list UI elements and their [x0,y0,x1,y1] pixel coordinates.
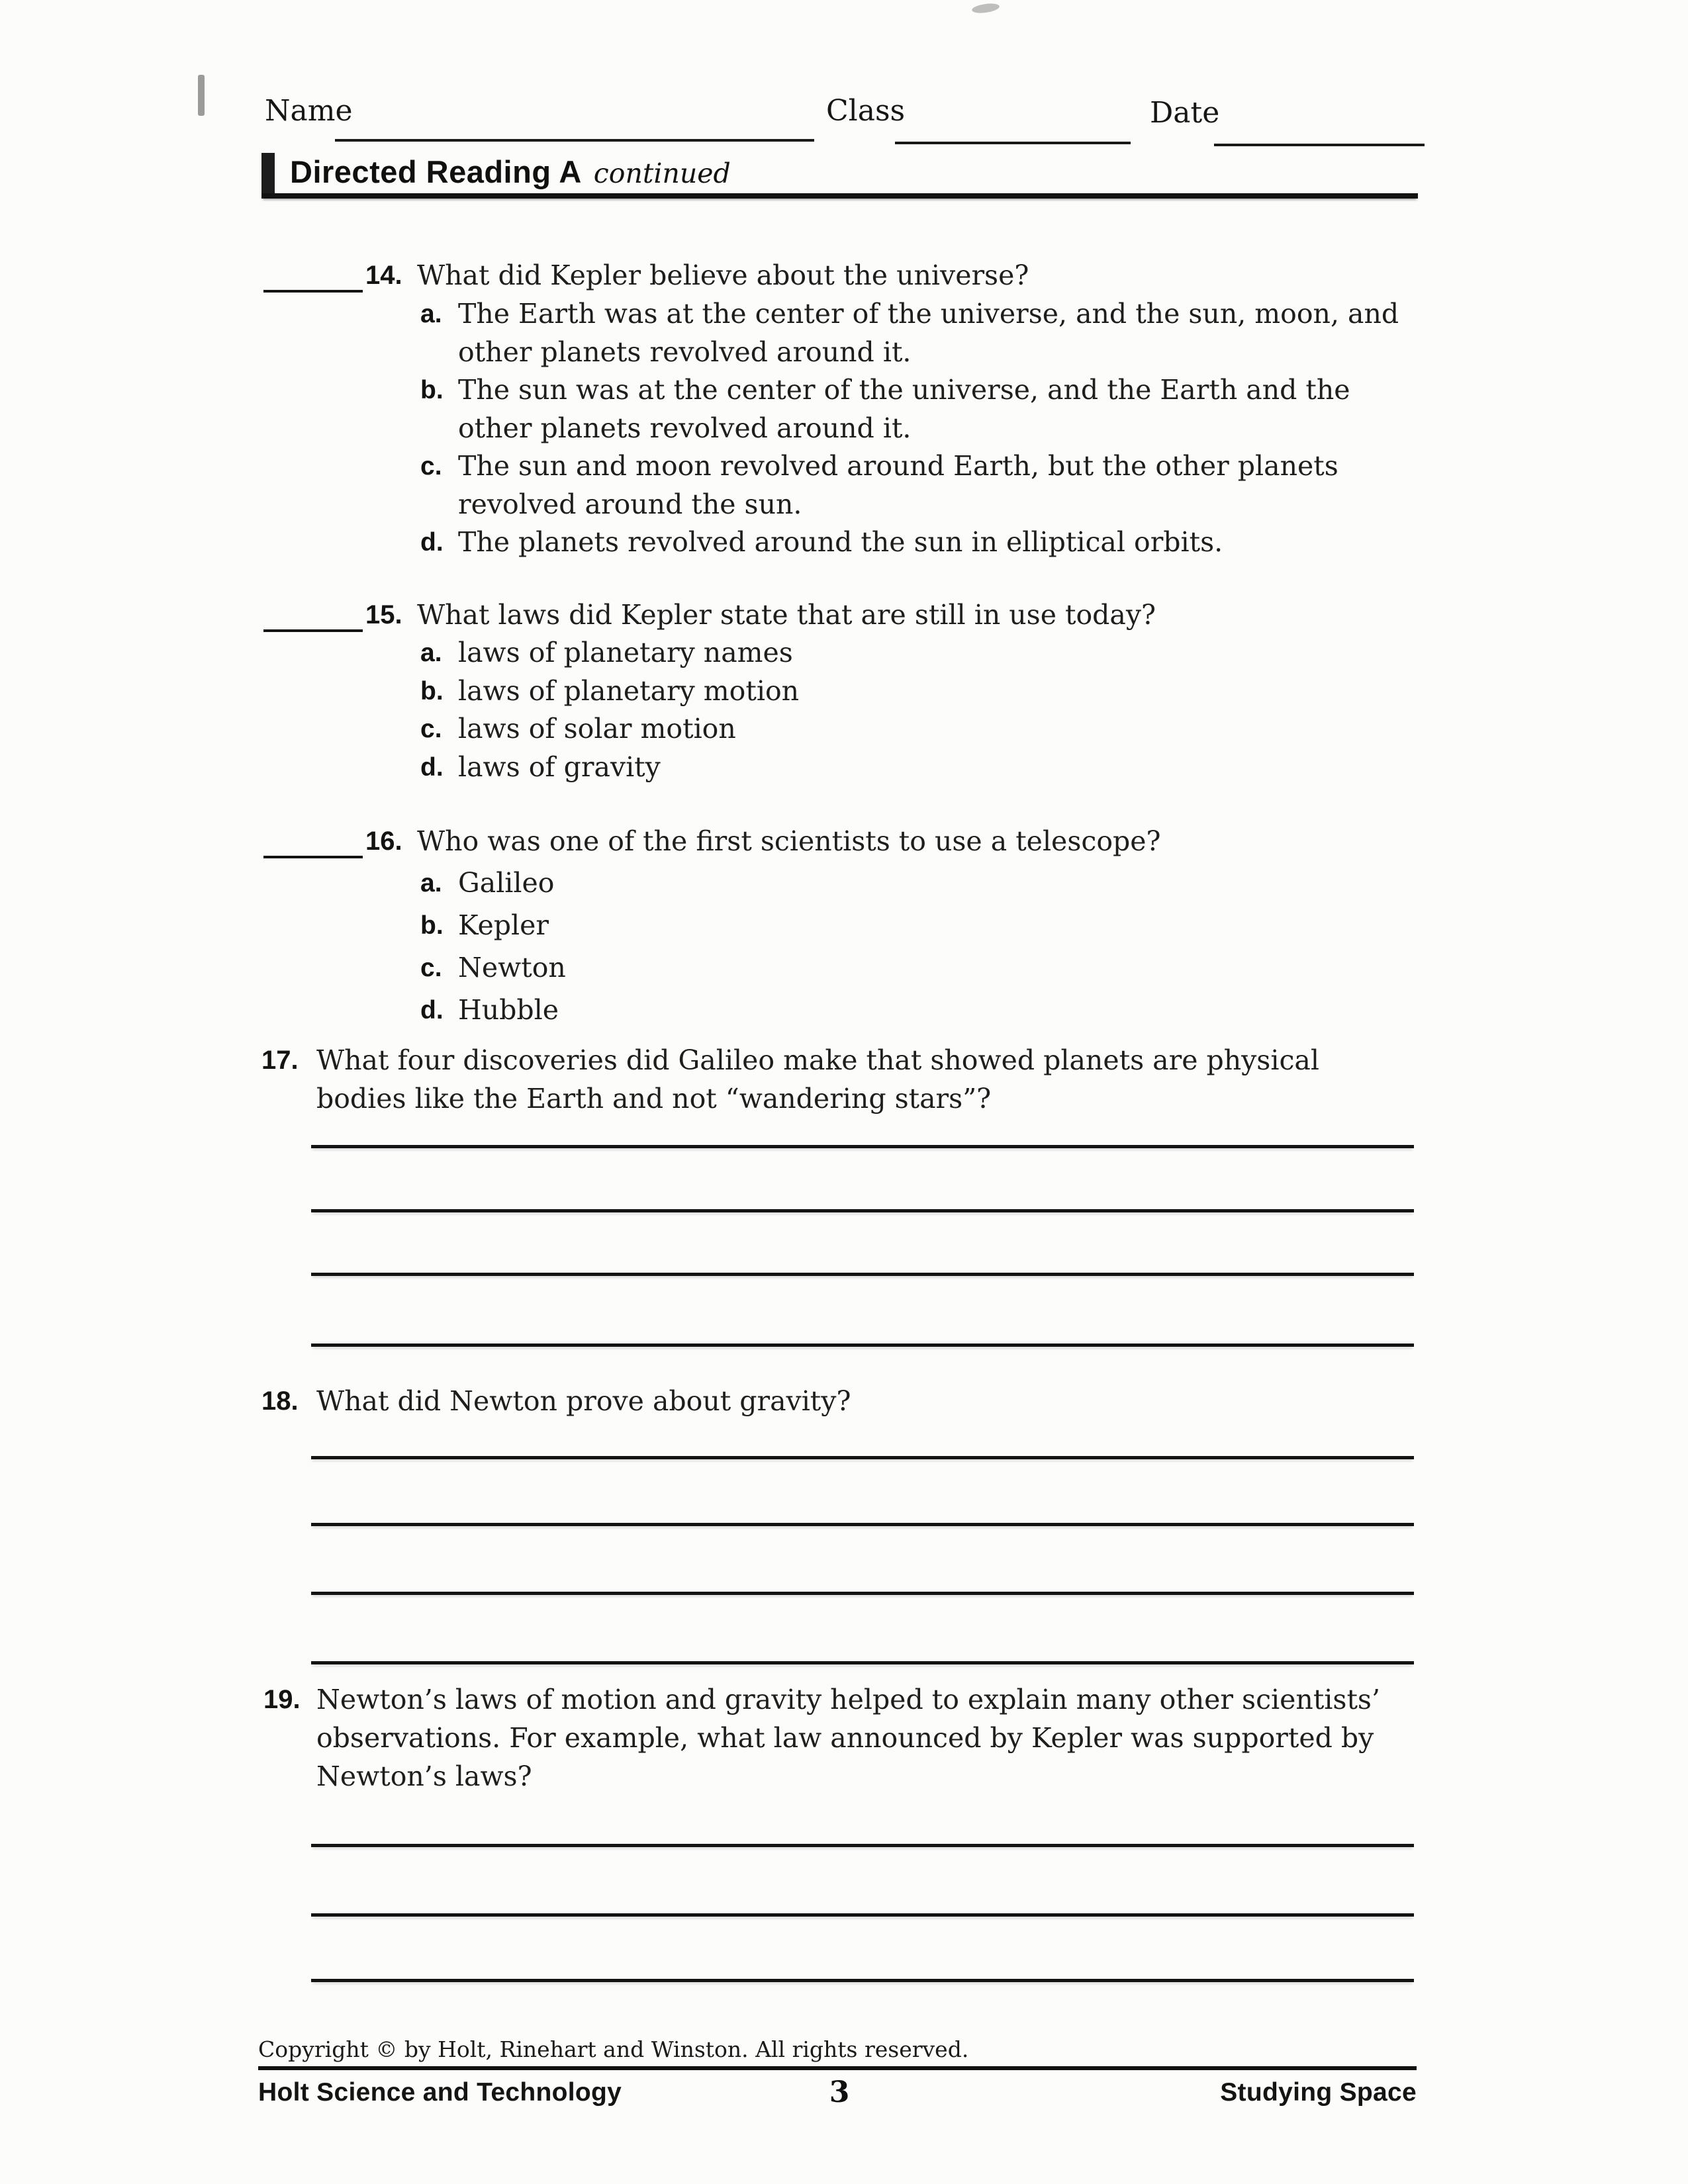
option-letter: b. [420,911,444,940]
option-text-line: Hubble [458,994,559,1026]
answer-blank-line [263,290,363,293]
question-prompt-line: bodies like the Earth and not “wandering stars”? [316,1083,992,1115]
worksheet-title-continued: continued [593,158,731,189]
scan-artifact [198,75,205,116]
class-label: Class [826,94,906,128]
question-number: 14. [365,261,402,290]
option-letter: c. [420,715,442,743]
title-rule [261,193,1418,199]
answer-line [311,1913,1414,1917]
date-underline [1214,144,1425,146]
option-letter: d. [420,528,444,557]
answer-line [311,1592,1414,1595]
answer-blank-line [263,629,363,632]
answer-line [311,1273,1414,1276]
footer-chapter-title: Studying Space [1220,2078,1417,2107]
option-letter: c. [420,452,442,480]
scan-artifact [971,2,1000,15]
option-text-line: The sun was at the center of the universe, and the Earth and the [458,374,1350,406]
question-prompt: What did Kepler believe about the universe? [417,259,1029,291]
option-text-line: Kepler [458,909,549,941]
option-text-line: Newton [458,952,566,983]
option-letter: a. [420,869,442,897]
question-number: 16. [365,827,402,856]
worksheet-title [290,156,731,187]
question-prompt-line: What four discoveries did Galileo make that showed planets are physical [316,1044,1319,1076]
option-text-line: other planets revolved around it. [458,412,912,444]
question-prompt: Who was one of the first scientists to use a telescope? [417,825,1161,857]
option-text-line: The planets revolved around the sun in elliptical orbits. [458,526,1223,558]
answer-line [311,1523,1414,1526]
answer-line [311,1343,1414,1347]
question-prompt-line: What did Newton prove about gravity? [316,1385,851,1417]
footer-book-title: Holt Science and Technology [258,2078,622,2107]
answer-line [311,1979,1414,1982]
class-underline [895,142,1131,144]
question-prompt-line: observations. For example, what law announced by Kepler was supported by [316,1722,1374,1754]
question-number: 15. [365,600,402,629]
option-text-line: The sun and moon revolved around Earth, but the other planets [458,450,1338,482]
option-text-line: laws of planetary motion [458,675,800,707]
worksheet-title-text: Directed Reading A [290,154,582,189]
answer-line [311,1209,1414,1212]
option-text-line: laws of planetary names [458,637,793,668]
name-label: Name [265,94,353,128]
option-letter: b. [420,376,444,404]
footer-rule [258,2066,1417,2070]
question-number: 17. [261,1046,299,1075]
copyright-notice: Copyright © by Holt, Rinehart and Winston. All rights reserved. [258,2036,969,2062]
answer-line [311,1844,1414,1847]
page-number: 3 [829,2075,850,2109]
answer-line [311,1661,1414,1664]
title-accent-bar [261,153,275,198]
option-text-line: The Earth was at the center of the universe, and the sun, moon, and [458,298,1399,330]
answer-line [311,1145,1414,1148]
question-prompt: What laws did Kepler state that are still in use today? [417,599,1156,631]
answer-blank-line [263,856,363,858]
option-letter: a. [420,639,442,667]
question-prompt-line: Newton’s laws? [316,1760,532,1792]
question-prompt-line: Newton’s laws of motion and gravity helped to explain many other scientists’ [316,1684,1381,1715]
option-letter: d. [420,753,444,782]
option-text-line: laws of solar motion [458,713,736,745]
option-text-line: Galileo [458,867,555,899]
question-number: 18. [261,1387,299,1416]
option-text-line: other planets revolved around it. [458,336,912,368]
date-label: Date [1150,96,1220,130]
option-letter: a. [420,300,442,328]
question-number: 19. [263,1685,301,1714]
option-letter: b. [420,677,444,705]
option-letter: d. [420,996,444,1024]
answer-line [311,1456,1414,1459]
option-text-line: laws of gravity [458,751,661,783]
option-text-line: revolved around the sun. [458,488,802,520]
option-letter: c. [420,954,442,982]
name-underline [335,139,814,142]
